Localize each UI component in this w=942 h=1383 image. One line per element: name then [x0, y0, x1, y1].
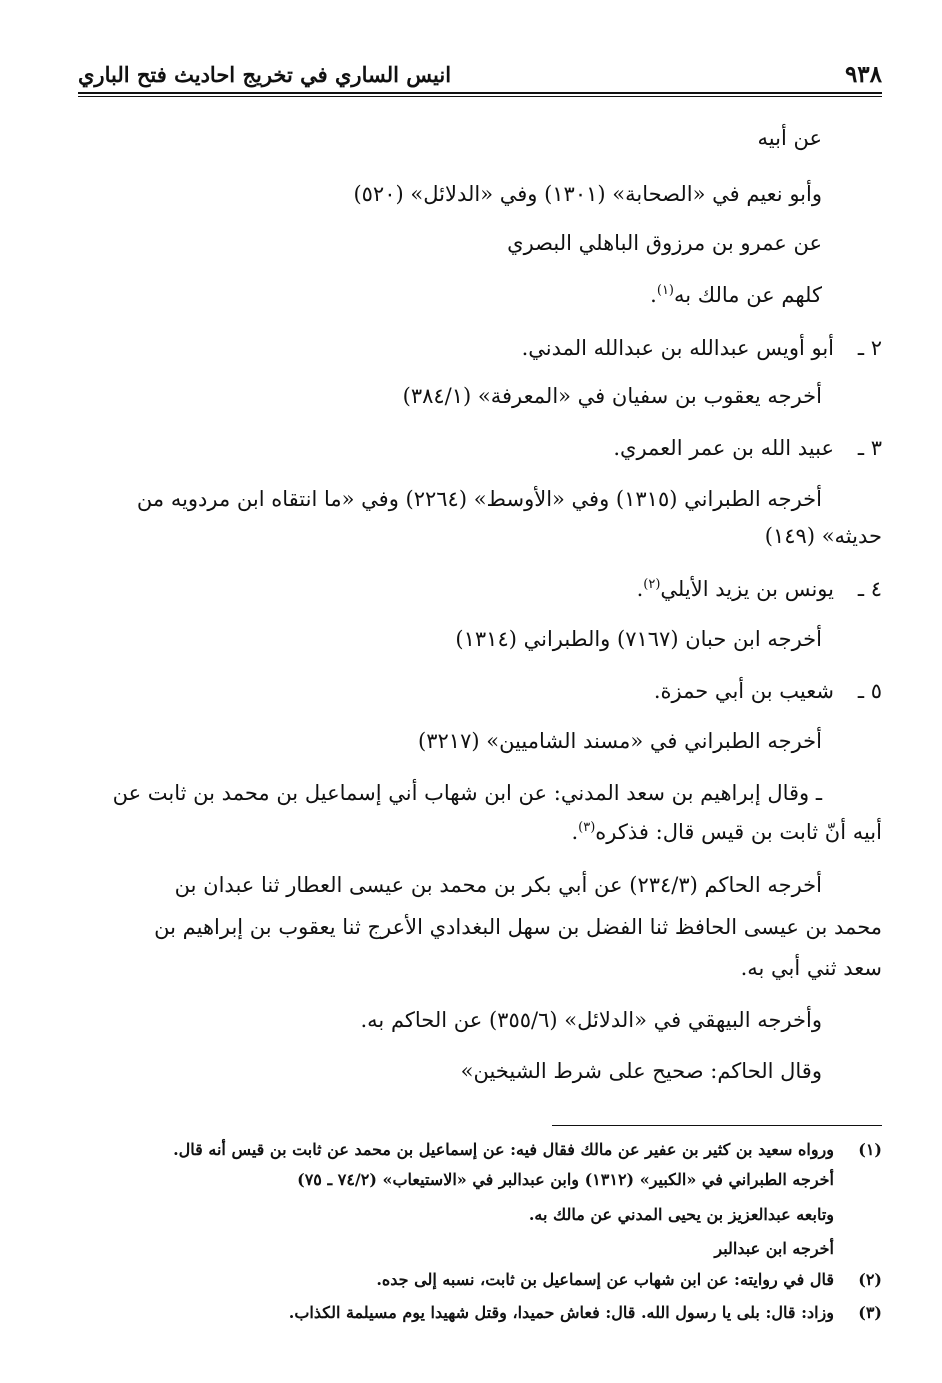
- footnote-line: أخرجه ابن عبدالبر: [714, 1239, 834, 1258]
- footnote-rule: [552, 1125, 882, 1126]
- body-line: ـ وقال إبراهيم بن سعد المدني: عن ابن شهاب أني إسماعيل بن محمد بن ثابت عن: [112, 781, 822, 805]
- footnote-text: ورواه سعيد بن كثير بن عفير عن مالك فقال فيه: عن إسماعيل بن محمد عن ثابت بن قيس أنه قال.: [173, 1140, 834, 1159]
- footnote: [78, 1268, 882, 1292]
- body-line: أخرجه الحاكم (٢٣٤/٣) عن أبي بكر بن محمد بن عيسى العطار ثنا عبدان بن: [174, 873, 822, 897]
- footnote-text: وزاد: قال: بلى يا رسول الله. قال: فعاش حميدا، وقتل شهيدا يوم مسيلمة الكذاب.: [288, 1303, 834, 1322]
- body-line: أخرجه ابن حبان (٧١٦٧) والطبراني (١٣١٤): [455, 627, 822, 651]
- item-text: عبيد الله بن عمر العمري.: [613, 436, 834, 460]
- item-number: ٥ ـ: [857, 679, 882, 703]
- item-text: أبو أويس عبدالله بن عبدالله المدني.: [521, 336, 834, 360]
- item-text: .: [636, 577, 644, 601]
- footnote: [78, 1138, 882, 1162]
- list-item: [78, 333, 882, 363]
- list-item: [78, 433, 882, 463]
- list-item: [78, 574, 882, 604]
- item-number: ٤ ـ: [857, 577, 882, 601]
- footnote-line: وتابعه عبدالعزيز بن يحيى المدني عن مالك به.: [528, 1205, 834, 1224]
- footnote-mark: (٣): [858, 1303, 882, 1322]
- body-line: وأخرجه البيهقي في «الدلائل» (٣٥٥/٦) عن الحاكم به.: [360, 1008, 822, 1032]
- page-number: ٩٣٨: [844, 61, 882, 88]
- body-line: حديثه» (١٤٩): [764, 524, 882, 548]
- body-line: أخرجه يعقوب بن سفيان في «المعرفة» (٣٨٤/١): [402, 384, 822, 408]
- item-number: ٣ ـ: [857, 436, 882, 460]
- body-line: أخرجه الطبراني (١٣١٥) وفي «الأوسط» (٢٢٦٤) وفي «ما انتقاه ابن مردويه من: [136, 487, 822, 511]
- body-line: أخرجه الطبراني في «مسند الشاميين» (٣٢١٧): [418, 729, 822, 753]
- body-text: .: [650, 283, 657, 307]
- body-line: وقال الحاكم: صحيح على شرط الشيخين»: [460, 1059, 822, 1083]
- body-text: أبيه أنّ ثابت بن قيس قال: فذكره: [595, 820, 882, 844]
- body-text: كلهم عن مالك به: [674, 283, 822, 307]
- page-header: [78, 60, 882, 90]
- footnote-text: قال في روايته: عن ابن شهاب عن إسماعيل بن ثابت، نسبه إلى جده.: [376, 1270, 834, 1289]
- body-text: .: [571, 820, 579, 844]
- body-line: [78, 280, 822, 310]
- body-line: عن عمرو بن مرزوق الباهلي البصري: [507, 231, 822, 255]
- footnote-ref: (٢): [643, 577, 661, 592]
- body-line: [78, 817, 882, 847]
- body-line: محمد بن عيسى الحافظ ثنا الفضل بن سهل البغدادي الأعرج ثنا يعقوب بن إبراهيم بن: [154, 915, 882, 939]
- item-number: ٢ ـ: [857, 336, 882, 360]
- header-rule: [78, 92, 882, 97]
- running-title: انيس الساري في تخريج احاديث فتح الباري: [78, 62, 452, 87]
- footnote-mark: (١): [858, 1140, 882, 1159]
- body-line: عن أبيه: [757, 126, 822, 150]
- footnote: [78, 1301, 882, 1325]
- item-text: يونس بن يزيد الأيلي: [660, 577, 834, 601]
- footnote-ref: (٣): [578, 820, 596, 835]
- body-line: وأبو نعيم في «الصحابة» (١٣٠١) وفي «الدلائل» (٥٢٠): [353, 182, 822, 206]
- footnote-ref: (١): [656, 283, 674, 298]
- body-line: سعد ثني أبي به.: [740, 956, 882, 980]
- list-item: [78, 676, 882, 706]
- footnote-mark: (٢): [858, 1270, 882, 1289]
- footnote-line: أخرجه الطبراني في «الكبير» (١٣١٢) وابن عبدالبر في «الاستيعاب» (٧٤/٢ ـ ٧٥): [297, 1170, 834, 1189]
- item-text: شعيب بن أبي حمزة.: [653, 679, 834, 703]
